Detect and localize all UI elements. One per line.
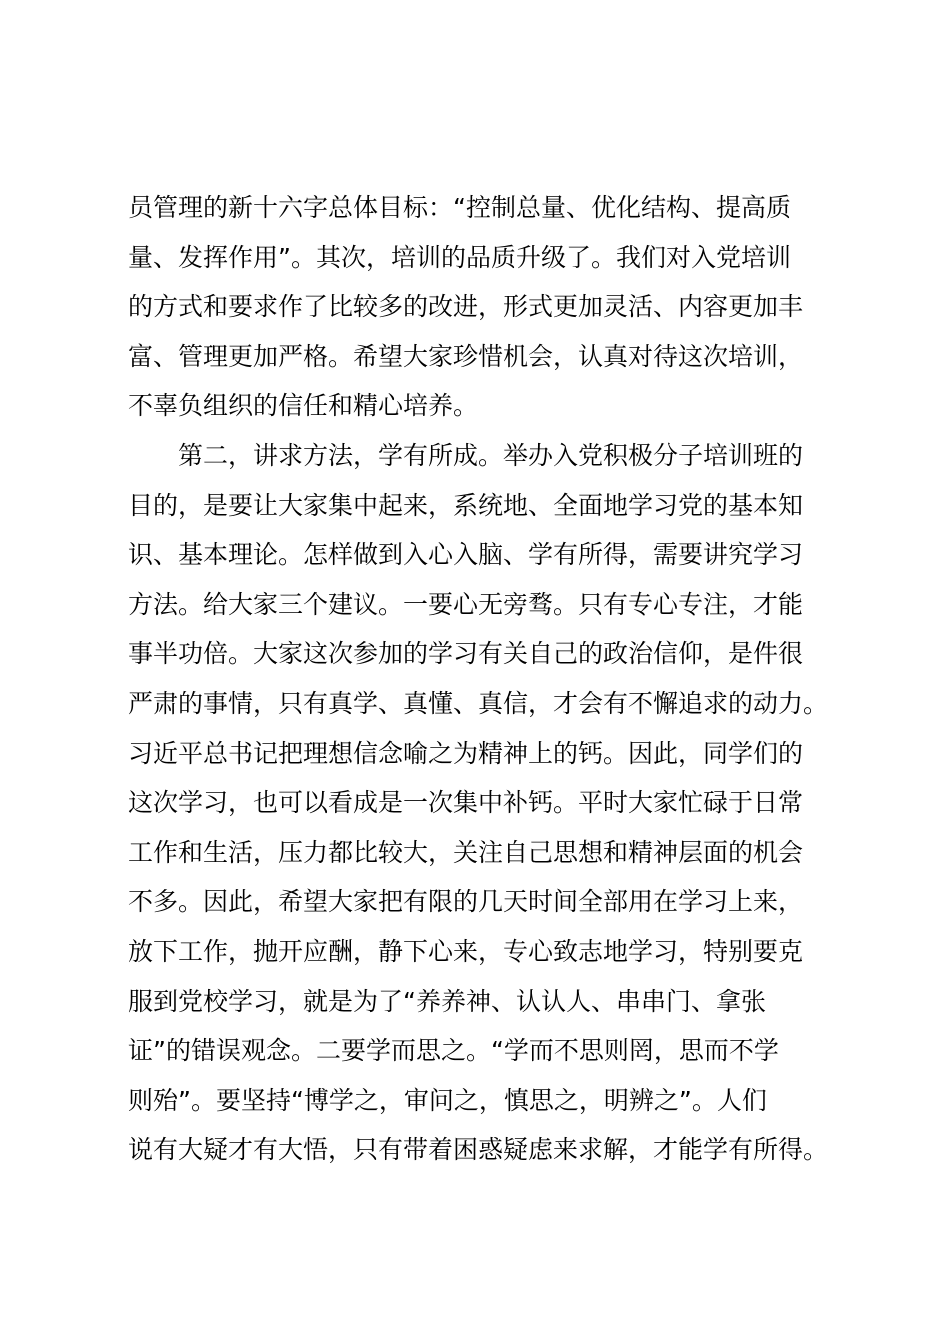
text-line: 不多。因此，希望大家把有限的几天时间全部用在学习上来， xyxy=(128,887,804,917)
text-line: 量、发挥作用”。其次，培训的品质升级了。我们对入党培训 xyxy=(128,242,791,272)
text-line: 识、基本理论。怎样做到入心入脑、学有所得，需要讲究学习 xyxy=(128,540,804,570)
text-line: 证”的错误观念。二要学而思之。“学而不思则罔，思而不学 xyxy=(128,1036,779,1066)
paragraph-start-line: 第二，讲求方法，学有所成。举办入党积极分子培训班的 xyxy=(178,440,804,470)
text-line: 不辜负组织的信任和精心培养。 xyxy=(128,391,479,421)
text-line: 这次学习，也可以看成是一次集中补钙。平时大家忙碌于日常 xyxy=(128,788,804,818)
text-line: 事半功倍。大家这次参加的学习有关自己的政治信仰，是件很 xyxy=(128,639,804,669)
text-line: 工作和生活，压力都比较大，关注自己思想和精神层面的机会 xyxy=(128,837,804,867)
text-line: 员管理的新十六字总体目标：“控制总量、优化结构、提高质 xyxy=(128,193,791,222)
text-line: 则殆”。要坚持“博学之，审问之，慎思之，明辨之”。人们 xyxy=(128,1085,767,1115)
text-line: 说有大疑才有大悟，只有带着困惑疑虑来求解，才能学有所得。 xyxy=(128,1135,829,1165)
body-text xyxy=(128,183,848,1175)
text-line: 习近平总书记把理想信念喻之为精神上的钙。因此，同学们的 xyxy=(128,738,804,768)
text-line: 服到党校学习，就是为了“养养神、认认人、串串门、拿张 xyxy=(128,986,766,1016)
text-line: 目的，是要让大家集中起来，系统地、全面地学习党的基本知 xyxy=(128,490,804,520)
text-line: 方法。给大家三个建议。一要心无旁骛。只有专心专注，才能 xyxy=(128,589,804,619)
text-line: 富、管理更加严格。希望大家珍惜机会，认真对待这次培训， xyxy=(128,341,804,371)
text-line: 严肃的事情，只有真学、真懂、真信，才会有不懈追求的动力。 xyxy=(128,688,829,718)
text-line: 的方式和要求作了比较多的改进，形式更加灵活、内容更加丰 xyxy=(128,292,804,322)
text-line: 放下工作，抛开应酬，静下心来，专心致志地学习，特别要克 xyxy=(128,936,804,966)
